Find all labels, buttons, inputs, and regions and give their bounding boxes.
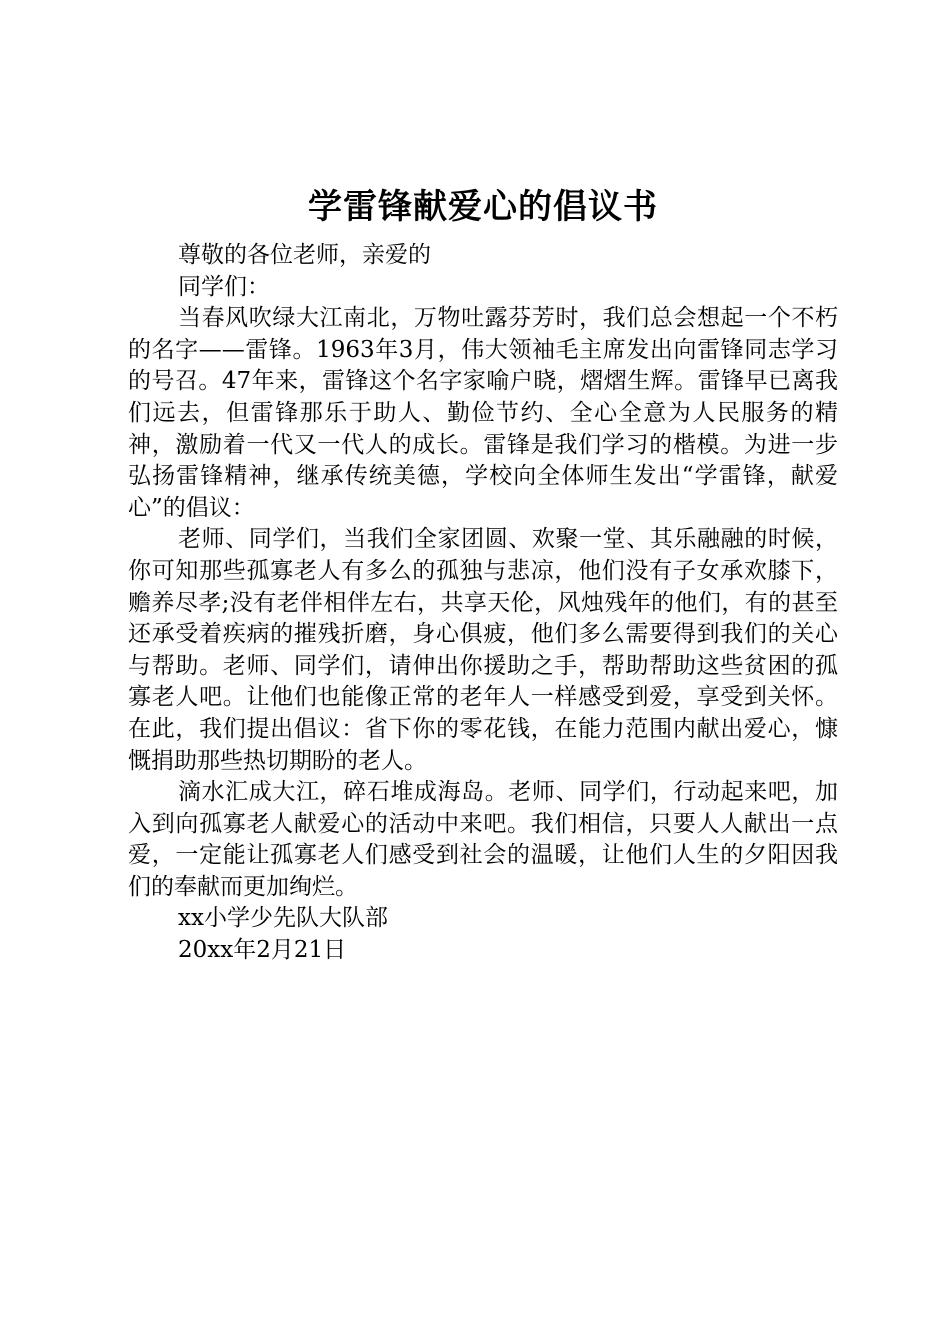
date: 20xx年2月21日	[178, 937, 347, 964]
salutation-line-1: 尊敬的各位老师，亲爱的	[178, 242, 431, 268]
document-title: 学雷锋献爱心的倡议书	[308, 187, 658, 227]
signature: xx小学少先队大队部	[178, 905, 388, 932]
document-body	[128, 182, 838, 967]
paragraph-1: 当春风吹绿大江南北，万物吐露芬芳时，我们总会想起一个不朽的名字——雷锋。1963年3月，伟大领袖毛主席发出向雷锋同志学习的号召。47年来，雷锋这个名字家喻户晓，熠熠生辉。雷锋早已离我们远去，但雷锋那乐于助人、勤俭节约、全心全意为人民服务的精神，激励着一代又一代人的成长。雷锋是我们学习的楷模。为进一步弘扬雷锋精神，继承传统美德，学校向全体师生发出“学雷锋，献爱心”的倡议：	[128, 305, 838, 521]
paragraph-2: 老师、同学们，当我们全家团圆、欢聚一堂、其乐融融的时候，你可知那些孤寡老人有多么的孤独与悲凉，他们没有子女承欢膝下，赡养尽孝;没有老伴相伴左右，共享天伦，风烛残年的他们，有的甚至还承受着疾病的摧残折磨，身心俱疲，他们多么需要得到我们的关心与帮助。老师、同学们，请伸出你援助之手，帮助帮助这些贫困的孤寡老人吧。让他们也能像正常的老年人一样感受到爱，享受到关怀。在此，我们提出倡议：省下你的零花钱，在能力范围内献出爱心，慷慨捐助那些热切期盼的老人。	[128, 526, 838, 774]
paragraph-3: 滴水汇成大江，碎石堆成海岛。老师、同学们，行动起来吧，加入到向孤寡老人献爱心的活动中来吧。我们相信，只要人人献出一点爱，一定能让孤寡老人们感受到社会的温暖，让他们人生的夕阳因我们的奉献而更加绚烂。	[128, 779, 838, 900]
salutation-line-2: 同学们：	[178, 273, 270, 300]
